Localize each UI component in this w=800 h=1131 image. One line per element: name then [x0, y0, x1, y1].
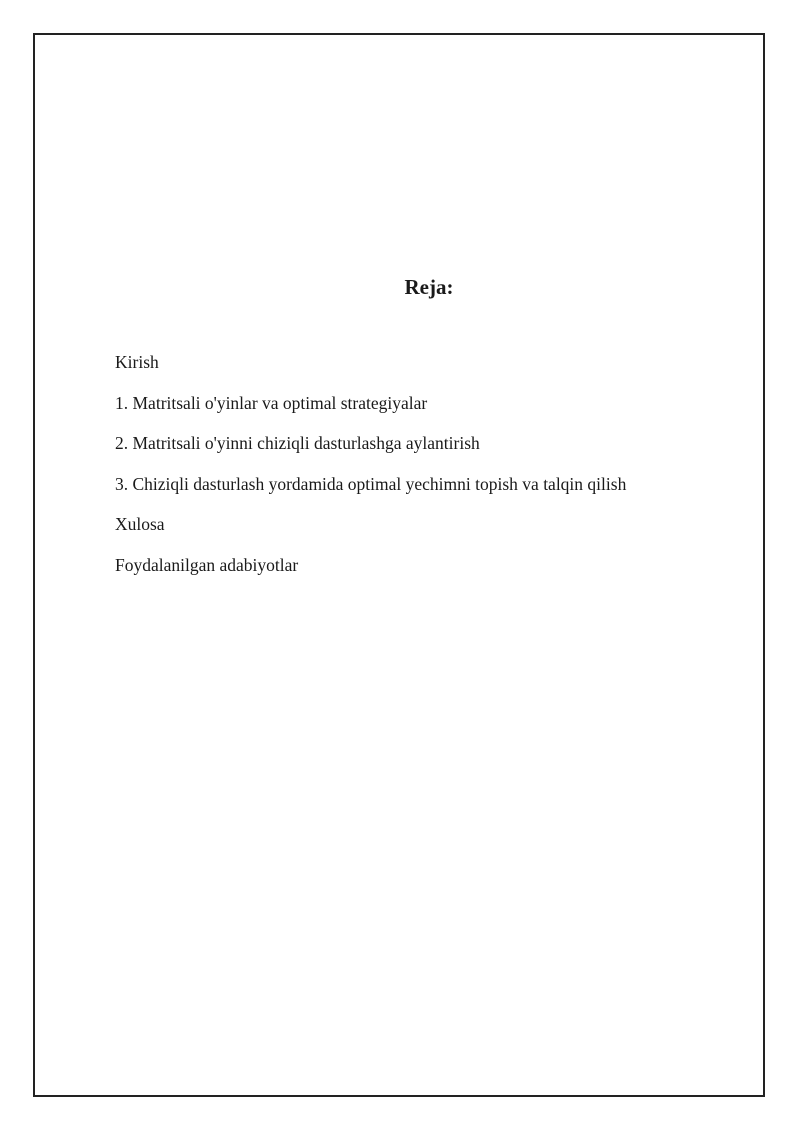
toc-item-2: 2. Matritsali o'yinni chiziqli dasturlashga aylantirish: [115, 433, 480, 453]
toc-item-1: 1. Matritsali o'yinlar va optimal strategiyalar: [115, 392, 428, 413]
page-title: Reja:: [404, 275, 454, 299]
toc-item-references: Foydalanilgan adabiyotlar: [115, 554, 299, 575]
toc-item-conclusion: Xulosa: [115, 514, 165, 534]
toc-item-3: 3. Chiziqli dasturlash yordamida optimal yechimni topish va talqin qilish: [115, 473, 627, 494]
toc-item-intro: Kirish: [115, 352, 159, 372]
table-of-contents: [115, 351, 626, 594]
